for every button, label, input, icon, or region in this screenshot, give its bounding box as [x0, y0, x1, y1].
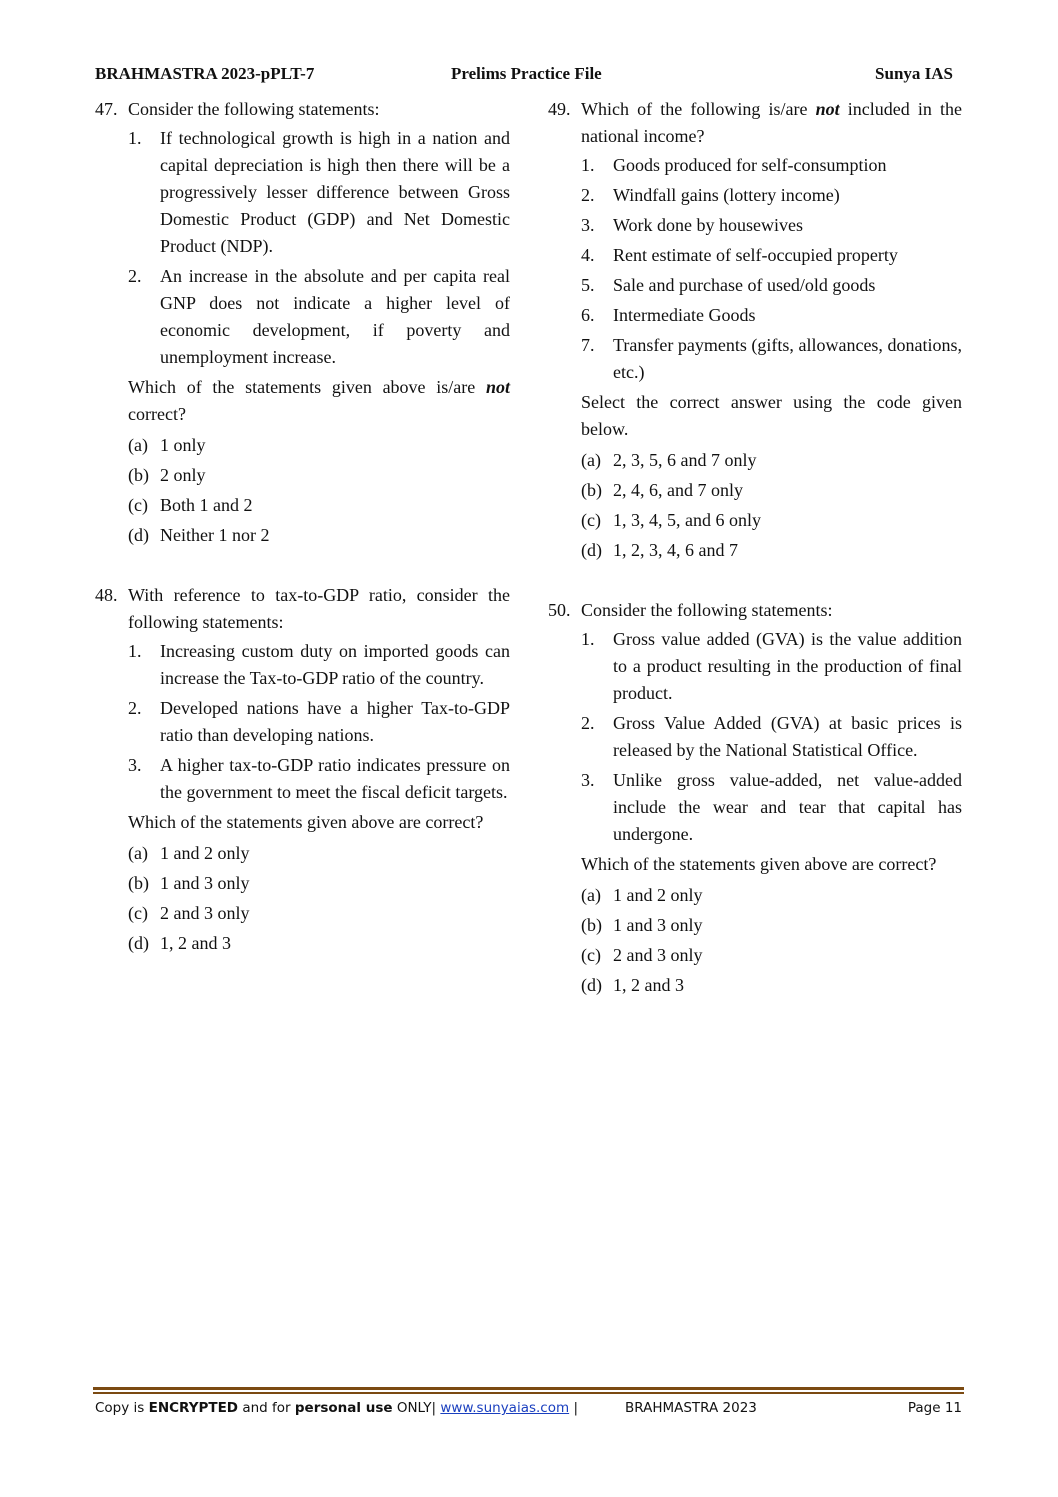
footer-and-for: and for [242, 1400, 291, 1416]
question-49 [548, 96, 962, 564]
statement-text: Sale and purchase of used/old goods [613, 275, 876, 295]
statement [581, 272, 962, 299]
question-text: Consider the following statements: [581, 600, 833, 620]
option-text: 1, 2 and 3 [613, 975, 684, 995]
option-key: (a) [581, 450, 601, 470]
option-text: 1 and 2 only [160, 843, 250, 863]
question-text-emphasis: not [815, 99, 840, 119]
option-text: 1 only [160, 435, 206, 455]
statement [581, 767, 962, 848]
option-key: (a) [581, 885, 601, 905]
statement-number: 1. [581, 629, 595, 649]
statement [581, 710, 962, 764]
question-47 [95, 96, 510, 549]
option-key: (c) [581, 510, 601, 530]
option-key: (d) [128, 525, 149, 545]
question-48 [95, 582, 510, 957]
option-key: (c) [581, 945, 601, 965]
option-b[interactable] [128, 870, 510, 897]
option-text: 2 only [160, 465, 206, 485]
statement-text: Windfall gains (lottery income) [613, 185, 840, 205]
statement [128, 752, 510, 806]
option-a[interactable] [128, 840, 510, 867]
option-text: 1 and 3 only [160, 873, 250, 893]
statement [581, 332, 962, 386]
option-d[interactable] [128, 930, 510, 957]
question-text [581, 96, 962, 150]
option-key: (c) [128, 903, 148, 923]
statement-text: Intermediate Goods [613, 305, 756, 325]
statement-number: 7. [581, 335, 595, 355]
question-text: With reference to tax-to-GDP ratio, consider the following statements: [128, 585, 510, 632]
option-list [581, 447, 962, 564]
footer-rule-thick [93, 1387, 964, 1390]
question-text-post: included in the national income? [581, 99, 962, 146]
statement-number: 1. [581, 155, 595, 175]
statement-list [581, 152, 962, 386]
option-c[interactable] [128, 492, 510, 519]
right-column [548, 96, 962, 1002]
question-ask [128, 374, 510, 428]
option-key: (d) [128, 933, 149, 953]
statement-list [128, 125, 510, 371]
header-center: Prelims Practice File [451, 64, 602, 83]
statement [128, 638, 510, 692]
statement-number: 2. [128, 266, 142, 286]
option-c[interactable] [581, 942, 962, 969]
ask-pre: Which of the statements given above is/are [128, 377, 476, 397]
statement-number: 3. [581, 770, 595, 790]
option-b[interactable] [128, 462, 510, 489]
statement [581, 152, 962, 179]
option-b[interactable] [581, 477, 962, 504]
statement [581, 302, 962, 329]
option-text: Both 1 and 2 [160, 495, 253, 515]
spacer [548, 567, 962, 597]
footer-copyright [95, 1400, 578, 1416]
footer-copy: Copy is [95, 1400, 145, 1416]
footer-encrypted: ENCRYPTED [148, 1400, 239, 1416]
footer-rule-thin [93, 1392, 964, 1394]
statement [581, 242, 962, 269]
statement [581, 212, 962, 239]
option-list [128, 432, 510, 549]
ask-emphasis: not [485, 377, 510, 397]
option-a[interactable] [128, 432, 510, 459]
option-d[interactable] [581, 972, 962, 999]
statement-number: 2. [581, 713, 595, 733]
question-number: 48. [95, 585, 118, 605]
header-left: BRAHMASTRA 2023-pPLT-7 [95, 64, 315, 83]
statement-number: 3. [581, 215, 595, 235]
statement-text: Developed nations have a higher Tax-to-GDP ratio than developing nations. [160, 698, 510, 745]
option-a[interactable] [581, 447, 962, 474]
option-b[interactable] [581, 912, 962, 939]
question-text-pre: Which of the following is/are [581, 99, 808, 119]
option-text: 2 and 3 only [613, 945, 703, 965]
question-ask: Which of the statements given above are correct? [581, 854, 937, 874]
option-c[interactable] [581, 507, 962, 534]
spacer [95, 552, 510, 582]
statement-text: Work done by housewives [613, 215, 804, 235]
option-list [128, 840, 510, 957]
option-key: (a) [128, 843, 148, 863]
statement-text: If technological growth is high in a nation and capital depreciation is high then there will be a progressively lesser difference between Gross Domestic Product (GDP) and Net Domestic Product (NDP). [160, 128, 510, 256]
question-number: 50. [548, 600, 571, 620]
statement-text: Unlike gross value-added, net value-added include the wear and tear that capital has undergone. [613, 770, 962, 844]
ask-post: correct? [128, 404, 186, 424]
statement-list [128, 638, 510, 806]
statement [128, 125, 510, 260]
option-text: 1, 3, 4, 5, and 6 only [613, 510, 761, 530]
statement-number: 2. [128, 698, 142, 718]
question-number: 47. [95, 99, 118, 119]
statement-text: A higher tax-to-GDP ratio indicates pressure on the government to meet the fiscal deficit targets. [160, 755, 510, 802]
statement-text: Increasing custom duty on imported goods can increase the Tax-to-GDP ratio of the country. [160, 641, 510, 688]
statement-text: Goods produced for self-consumption [613, 155, 887, 175]
left-column [95, 96, 510, 960]
statement-text: Gross Value Added (GVA) at basic prices is released by the National Statistical Office. [613, 713, 962, 760]
option-text: 1 and 3 only [613, 915, 703, 935]
statement-text: An increase in the absolute and per capita real GNP does not indicate a higher level of economic development, if poverty and unemployment increase. [160, 266, 510, 367]
question-number: 49. [548, 99, 571, 119]
option-key: (a) [128, 435, 148, 455]
statement-number: 1. [128, 128, 142, 148]
statement-number: 6. [581, 305, 595, 325]
option-a[interactable] [581, 882, 962, 909]
question-ask: Which of the statements given above are correct? [128, 812, 484, 832]
option-d[interactable] [128, 522, 510, 549]
option-key: (d) [581, 975, 602, 995]
option-key: (c) [128, 495, 148, 515]
option-list [581, 882, 962, 999]
option-key: (b) [128, 465, 149, 485]
option-c[interactable] [128, 900, 510, 927]
footer-separator: | [573, 1400, 578, 1416]
statement-text: Gross value added (GVA) is the value addition to a product resulting in the production of final product. [613, 629, 962, 703]
footer-personal-use: personal use [294, 1400, 393, 1416]
website-link[interactable]: www.sunyaias.com [440, 1400, 570, 1416]
statement-number: 2. [581, 185, 595, 205]
footer-brand: BRAHMASTRA 2023 [625, 1400, 757, 1416]
option-text: 2, 3, 5, 6 and 7 only [613, 450, 757, 470]
option-text: 2 and 3 only [160, 903, 250, 923]
option-key: (b) [581, 480, 602, 500]
question-50 [548, 597, 962, 999]
statement-number: 1. [128, 641, 142, 661]
option-d[interactable] [581, 537, 962, 564]
statement-number: 3. [128, 755, 142, 775]
statement-list [581, 626, 962, 848]
statement-number: 5. [581, 275, 595, 295]
option-text: 2, 4, 6, and 7 only [613, 480, 743, 500]
footer-only: ONLY| [396, 1400, 437, 1416]
question-ask: Select the correct answer using the code given below. [581, 392, 962, 439]
option-text: 1, 2, 3, 4, 6 and 7 [613, 540, 738, 560]
page-number: Page 11 [907, 1400, 962, 1416]
option-key: (b) [128, 873, 149, 893]
option-key: (d) [581, 540, 602, 560]
question-text: Consider the following statements: [128, 99, 380, 119]
statement [128, 263, 510, 371]
header-right: Sunya IAS [875, 64, 953, 83]
statement-number: 4. [581, 245, 595, 265]
option-text: Neither 1 nor 2 [160, 525, 270, 545]
option-key: (b) [581, 915, 602, 935]
option-text: 1, 2 and 3 [160, 933, 231, 953]
statement-text: Transfer payments (gifts, allowances, donations, etc.) [613, 335, 962, 382]
option-text: 1 and 2 only [613, 885, 703, 905]
statement [128, 695, 510, 749]
statement-text: Rent estimate of self-occupied property [613, 245, 898, 265]
statement [581, 626, 962, 707]
statement [581, 182, 962, 209]
